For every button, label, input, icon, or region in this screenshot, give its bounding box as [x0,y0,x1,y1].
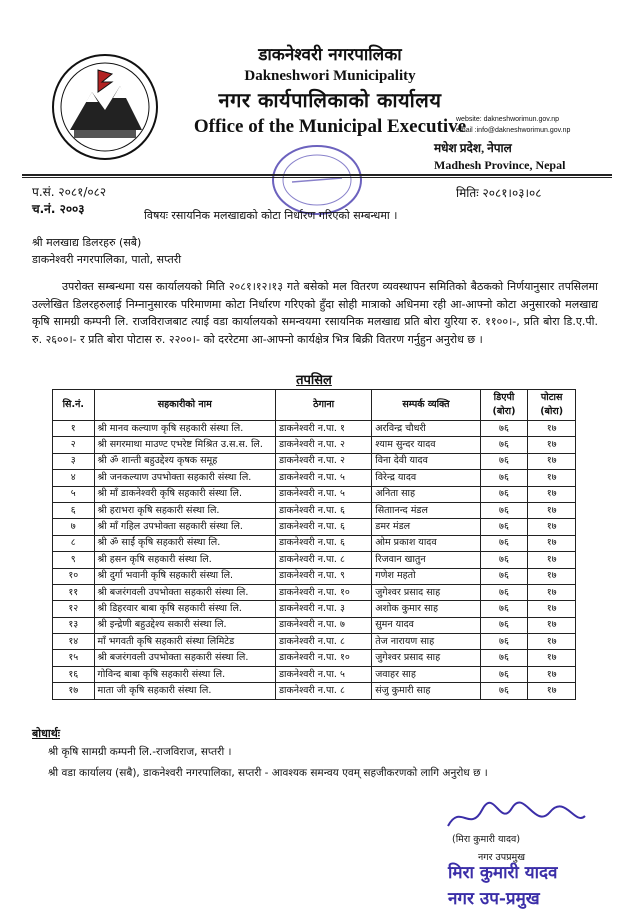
cell-dap: ७६ [480,634,528,650]
cell-address: डाकनेश्वरी न.पा. ५ [275,486,371,502]
cell-address: डाकनेश्वरी न.पा. २ [275,453,371,469]
header-rule-thin [22,177,612,178]
cell-sn: ११ [53,584,95,600]
cell-address: डाकनेश्वरी न.पा. ३ [275,601,371,617]
cell-potash: १७ [528,486,576,502]
cell-dap: ७६ [480,453,528,469]
col-potash: पोटास (बोरा) [528,390,576,421]
cell-potash: १७ [528,634,576,650]
table-row [53,470,576,486]
table-row [53,421,576,437]
cell-coop-name: श्री दुर्गा भवानी कृषि सहकारी संस्था लि. [94,568,275,584]
cell-potash: १७ [528,584,576,600]
cc-item: श्री कृषि सामग्री कम्पनी लि.-राजविराज, सप्तरी । [48,746,232,758]
province-block [434,140,565,174]
cell-sn: ९ [53,552,95,568]
cell-potash: १७ [528,552,576,568]
cell-sn: ५ [53,486,95,502]
cell-potash: १७ [528,453,576,469]
stamp-name: मिरा कुमारी यादव [448,863,558,883]
cell-sn: १४ [53,634,95,650]
cell-coop-name: श्री माँ गहिल उपभोक्ता सहकारी संस्था लि. [94,519,275,535]
cell-contact: जुगेश्वर प्रसाद साह [372,650,480,666]
letter-body: उपरोक्त सम्बन्धमा यस कार्यालयको मिति २०८१।१२।१३ गते बसेको मल वितरण व्यवस्थापन समितिको बैठकको निर्णयानुसार तपसिलमा उल्लेखित डिलरहरुलाई निम्नानुसारक परिमाणमा कोटा निर्धारण गरिएको हुँदा सोही मात्राको अधिनमा रही आ-आफ्नो कोटा अनुसारको मलखाद्य कृषि सामग्री कम्पनी लि. राजविराजबाट त्याई वडा कार्यालयको समन्वयमा रसायनिक मलखाद्य प्रति बोरा युरिया रु. ११००।-, प्रति बोरा डि.ए.पी. रु. २६००।- र प्रति बोरा पोटास रु. २२००।- को दररेटमा आ-आफ्नो कार्यक्षेत्र भित्र बिक्री वितरण गर्नुहुन अनुरोध छ । [32,280,598,346]
cell-potash: १७ [528,666,576,682]
cell-coop-name: श्री सगरमाथा माउण्ट एभरेष्ट मिश्रित उ.स.स. लि. [94,437,275,453]
cell-contact: सिताानन्द मंडल [372,502,480,518]
cell-contact: अरविन्द्र चौधरी [372,421,480,437]
signatory-name: (मिरा कुमारी यादव) [452,834,521,845]
municipality-name-np: डाकनेश्वरी नगरपालिका [258,45,402,65]
cc-list [48,742,488,784]
website-text: website: dakneshworimun.gov.np [456,116,559,123]
cell-address: डाकनेश्वरी न.पा. १० [275,584,371,600]
reference-block [32,184,106,218]
cell-coop-name: श्री बजरंगवली उपभोक्ता सहकारी संस्था लि. [94,650,275,666]
cell-sn: ४ [53,470,95,486]
cell-dap: ७६ [480,666,528,682]
cell-address: डाकनेश्वरी न.पा. ५ [275,470,371,486]
cell-contact: रिजवान खातुन [372,552,480,568]
province-en: Madhesh Province, Nepal [434,158,566,172]
cell-address: डाकनेश्वरी न.पा. ८ [275,634,371,650]
dispatch-number: च.नं. २००३ [32,202,85,216]
cell-address: डाकनेश्वरी न.पा. ६ [275,502,371,518]
cell-coop-name: श्री ॐ साईं कृषि सहकारी संस्था लि. [94,535,275,551]
cell-potash: १७ [528,421,576,437]
letter-date: मितिः २०८१।०३।०८ [456,186,542,200]
cell-address: डाकनेश्वरी न.पा. ९ [275,568,371,584]
table-row [53,650,576,666]
cell-sn: ८ [53,535,95,551]
cell-contact: जुगेश्वर प्रसाद साह [372,584,480,600]
cell-contact: गणेश महतो [372,568,480,584]
cell-contact: तेज नारायण साह [372,634,480,650]
cell-potash: १७ [528,437,576,453]
cell-sn: ३ [53,453,95,469]
cell-coop-name: श्री हसन कृषि सहकारी संस्था लि. [94,552,275,568]
table-row [53,552,576,568]
cell-sn: १६ [53,666,95,682]
cell-contact: विरेन्द्र यादव [372,470,480,486]
cell-coop-name: श्री ॐ शान्ती बहुउद्देश्य कृषक समूह [94,453,275,469]
cell-coop-name: श्री डिहरवार बाबा कृषि सहकारी संस्था लि. [94,601,275,617]
addressee-block [32,234,181,268]
cell-address: डाकनेश्वरी न.पा. ६ [275,535,371,551]
cell-coop-name: श्री माँ डाकनेश्वरी कृषि सहकारी संस्था लि. [94,486,275,502]
cell-sn: १ [53,421,95,437]
cell-contact: डमर मंडल [372,519,480,535]
cell-potash: १७ [528,502,576,518]
col-contact: सम्पर्क व्यक्ति [372,390,480,421]
table-title: तपसिल [296,373,332,388]
col-sn: सि.नं. [53,390,95,421]
table-row [53,568,576,584]
table-row [53,437,576,453]
table-row [53,601,576,617]
table-row [53,535,576,551]
cell-contact: जवाहर साह [372,666,480,682]
addressee-line-1: श्री मलखाद्य डिलरहरु (सबै) [32,236,142,249]
cell-contact: संजु कुमारी साह [372,683,480,699]
cell-coop-name: माता जी कृषि सहकारी संस्था लि. [94,683,275,699]
cell-address: डाकनेश्वरी न.पा. १० [275,650,371,666]
cell-potash: १७ [528,568,576,584]
cell-address: डाकनेश्वरी न.पा. ६ [275,519,371,535]
cell-coop-name: श्री बजरंगवली उपभोक्ता सहकारी संस्था लि. [94,584,275,600]
cell-address: डाकनेश्वरी न.पा. ५ [275,666,371,682]
municipality-logo [50,52,160,162]
table-row [53,666,576,682]
office-name-en: Office of the Municipal Executive [193,116,467,137]
col-address: ठेगाना [275,390,371,421]
cell-sn: १७ [53,683,95,699]
cell-contact: अनिता साह [372,486,480,502]
addressee-line-2: डाकनेश्वरी नगरपालिका, पातो, सप्तरी [32,253,182,266]
table-body [53,421,576,700]
table-row [53,453,576,469]
cell-coop-name: श्री इन्द्रेणी बहुउद्देश्य सकारी संस्था लि. [94,617,275,633]
cell-sn: १० [53,568,95,584]
cell-coop-name: माँ भगवती कृषि सहकारी संस्था लिमिटेड [94,634,275,650]
cell-coop-name: गोविन्द बाबा कृषि सहकारी संस्था लि. [94,666,275,682]
cell-sn: १५ [53,650,95,666]
cell-potash: १७ [528,535,576,551]
office-name-np: नगर कार्यपालिकाको कार्यालय [218,88,442,112]
province-np: मधेश प्रदेश, नेपाल [434,141,512,155]
table-row [53,634,576,650]
quota-table [52,389,576,700]
cell-dap: ७६ [480,617,528,633]
cell-dap: ७६ [480,421,528,437]
cell-dap: ७६ [480,584,528,600]
cell-address: डाकनेश्वरी न.पा. १ [275,421,371,437]
signatory-title: नगर उपप्रमुख [478,852,525,863]
cell-sn: २ [53,437,95,453]
cell-dap: ७६ [480,519,528,535]
cell-address: डाकनेश्वरी न.पा. ७ [275,617,371,633]
cell-dap: ७६ [480,650,528,666]
table-row [53,502,576,518]
cell-dap: ७६ [480,502,528,518]
cell-coop-name: श्री मानव कल्याण कृषि सहकारी संस्था लि. [94,421,275,437]
table-header-row [53,390,576,421]
cell-sn: ७ [53,519,95,535]
cell-sn: १२ [53,601,95,617]
cell-dap: ७६ [480,552,528,568]
cell-dap: ७६ [480,486,528,502]
cell-dap: ७६ [480,568,528,584]
signatory-stamp [448,860,558,912]
cell-dap: ७६ [480,601,528,617]
col-coop-name: सहकारीको नाम [94,390,275,421]
cell-coop-name: श्री जनकल्याण उपभोक्ता सहकारी संस्था लि. [94,470,275,486]
cell-contact: ओम प्रकाश यादव [372,535,480,551]
cell-coop-name: श्री हराभरा कृषि सहकारी संस्था लि. [94,502,275,518]
cell-address: डाकनेश्वरी न.पा. ८ [275,683,371,699]
cell-contact: अशोक कुमार साह [372,601,480,617]
cell-potash: १७ [528,650,576,666]
col-dap: डिएपी (बोरा) [480,390,528,421]
cell-contact: विना देवी यादव [372,453,480,469]
cc-title: बोधार्थः [32,727,60,740]
cell-address: डाकनेश्वरी न.पा. ८ [275,552,371,568]
cell-address: डाकनेश्वरी न.पा. २ [275,437,371,453]
cell-dap: ७६ [480,470,528,486]
header-rule [22,174,612,176]
ref-number: प.सं. २०८१/०८२ [32,185,107,199]
table-row [53,683,576,699]
cell-potash: १७ [528,683,576,699]
cell-potash: १७ [528,519,576,535]
cc-item: श्री वडा कार्यालय (सबै), डाकनेश्वरी नगरपालिका, सप्तरी - आवश्यक समन्वय एवम् सहजीकरणको लागि अनुरोध छ । [48,767,488,779]
table-row [53,617,576,633]
cell-dap: ७६ [480,683,528,699]
cell-sn: ६ [53,502,95,518]
table-row [53,486,576,502]
cell-potash: १७ [528,470,576,486]
cell-potash: १७ [528,617,576,633]
cell-potash: १७ [528,601,576,617]
table-row [53,584,576,600]
table-row [53,519,576,535]
email-text: email :info@dakneshworimun.gov.np [456,127,571,134]
municipality-name-en: Dakneshwori Municipality [244,68,416,84]
stamp-title: नगर उप-प्रमुख [448,889,540,909]
cell-contact: श्याम सुन्दर यादव [372,437,480,453]
cell-dap: ७६ [480,535,528,551]
letter-subject: विषयः रसायनिक मलखाद्यको कोटा निर्धारण गरिएको सम्बन्धमा । [144,209,398,222]
cell-contact: सुमन यादव [372,617,480,633]
cell-dap: ७६ [480,437,528,453]
contact-block [456,114,570,136]
cell-sn: १३ [53,617,95,633]
